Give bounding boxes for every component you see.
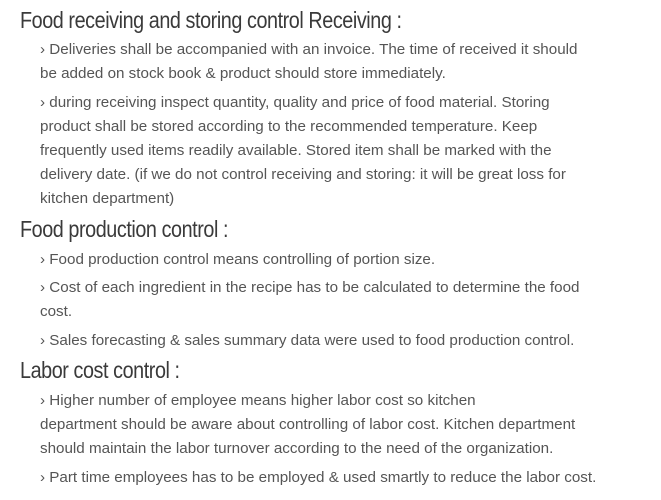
paragraph-line: › Higher number of employee means higher labor cost so kitchen [40, 392, 476, 409]
section-heading-food-production: Food production control : [20, 216, 229, 242]
paragraph-line: › Part time employees has to be employed & used smartly to reduce the labor cost. [40, 469, 597, 486]
paragraph-line: product shall be stored according to the recommended temperature. Keep [40, 118, 538, 135]
paragraph-line: frequently used items readily available. Stored item shall be marked with the [40, 142, 552, 159]
paragraph-line: › Sales forecasting & sales summary data were used to food production control. [40, 332, 575, 349]
section-heading-labor-cost: Labor cost control : [20, 357, 180, 383]
paragraph-part-time-employees [40, 466, 630, 490]
section-heading-food-receiving: Food receiving and storing control Receiving : [20, 7, 402, 33]
paragraph-deliveries-invoice [40, 38, 630, 86]
paragraph-receiving-inspection [40, 91, 630, 211]
paragraph-employee-count [40, 389, 630, 461]
paragraph-line: › during receiving inspect quantity, quality and price of food material. Storing [40, 94, 550, 111]
paragraph-line: be added on stock book & product should store immediately. [40, 65, 446, 82]
paragraph-line: › Food production control means controlling of portion size. [40, 251, 436, 268]
paragraph-sales-forecasting [40, 329, 630, 353]
paragraph-line: should maintain the labor turnover according to the need of the organization. [40, 440, 554, 457]
paragraph-line: cost. [40, 303, 73, 320]
paragraph-line: › Deliveries shall be accompanied with an invoice. The time of received it should [40, 41, 578, 58]
paragraph-line: delivery date. (if we do not control receiving and storing: it will be great loss for [40, 166, 566, 183]
paragraph-line: department should be aware about controlling of labor cost. Kitchen department [40, 416, 576, 433]
paragraph-portion-size [40, 248, 630, 272]
paragraph-ingredient-cost [40, 276, 630, 324]
paragraph-line: › Cost of each ingredient in the recipe has to be calculated to determine the food [40, 279, 580, 296]
paragraph-line: kitchen department) [40, 190, 175, 207]
